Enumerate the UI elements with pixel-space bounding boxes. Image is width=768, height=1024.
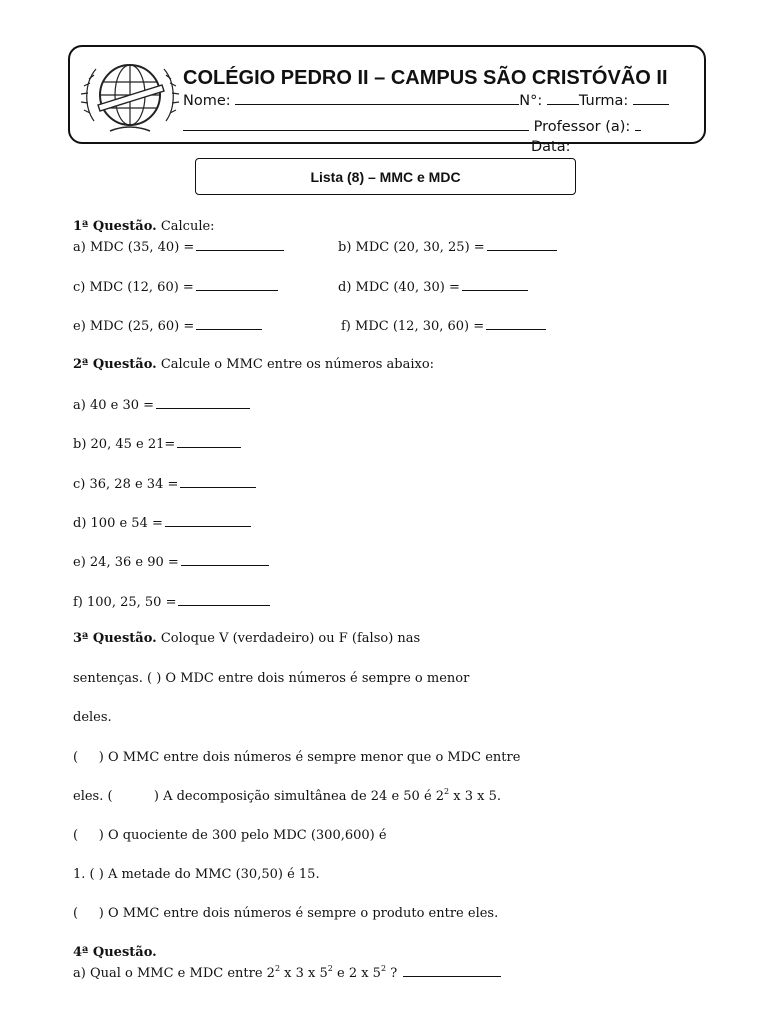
q3-line5-exponent: 2 bbox=[444, 787, 450, 796]
q3-line6: ( ) O quociente de 300 pelo MDC (300,600) é bbox=[73, 828, 387, 843]
q4-exp-1: 2 bbox=[274, 964, 281, 973]
q1-answer-b[interactable] bbox=[487, 238, 557, 251]
q3-line1: Coloque V (verdadeiro) ou F (falso) nas bbox=[160, 631, 421, 646]
q3-line4: ( ) O MMC entre dois números é sempre menor que o MDC entre bbox=[73, 750, 521, 765]
number-field[interactable] bbox=[547, 91, 579, 105]
q3-line3: deles. bbox=[73, 710, 112, 725]
q4-answer-a[interactable] bbox=[403, 964, 501, 977]
date-line bbox=[531, 139, 571, 155]
q2-item-a bbox=[73, 396, 250, 414]
q1-answer-a[interactable] bbox=[196, 238, 284, 251]
q2-title: 2ª Questão. bbox=[73, 357, 157, 372]
q3-line7: 1. ( ) A metade do MMC (30,50) é 15. bbox=[73, 867, 320, 882]
q1-item-e bbox=[73, 317, 262, 335]
q1-item-c-text: c) MDC (12, 60) = bbox=[73, 280, 194, 295]
header-box bbox=[68, 45, 706, 155]
q1-item-d bbox=[338, 278, 528, 296]
class-field[interactable] bbox=[633, 91, 669, 105]
q4-a-mid1: x 3 x 5 bbox=[280, 966, 328, 981]
q3-line5 bbox=[73, 789, 501, 805]
class-label: Turma: bbox=[578, 93, 629, 109]
q2-item-c-text: c) 36, 28 e 34 = bbox=[73, 477, 179, 492]
q2-item-b bbox=[73, 435, 241, 453]
teacher-line bbox=[183, 117, 641, 135]
q1-instruction: Calcule: bbox=[160, 219, 215, 234]
q1-item-b bbox=[338, 238, 557, 256]
q2-item-a-text: a) 40 e 30 = bbox=[73, 398, 155, 413]
q4-a-mid2: e 2 x 5 bbox=[332, 966, 381, 981]
teacher-label: Professor (a): bbox=[533, 119, 631, 135]
q2-item-d bbox=[73, 514, 251, 532]
q2-answer-b[interactable] bbox=[177, 435, 241, 448]
q2-answer-f[interactable] bbox=[178, 593, 270, 606]
q3-line8: ( ) O MMC entre dois números é sempre o produto entre eles. bbox=[73, 906, 499, 921]
q2-answer-e[interactable] bbox=[181, 553, 269, 566]
q1-answer-f[interactable] bbox=[486, 317, 546, 330]
name-label: Nome: bbox=[183, 93, 231, 109]
q1-item-b-text: b) MDC (20, 30, 25) = bbox=[338, 240, 485, 255]
q2-item-e-text: e) 24, 36 e 90 = bbox=[73, 555, 179, 570]
q2-answer-a[interactable] bbox=[156, 396, 250, 409]
q2-instruction: Calcule o MMC entre os números abaixo: bbox=[160, 357, 435, 372]
q2-item-c bbox=[73, 475, 256, 493]
q1-answer-c[interactable] bbox=[196, 278, 278, 291]
q1-answer-e[interactable] bbox=[196, 317, 262, 330]
q1-heading bbox=[73, 219, 215, 235]
q2-answer-c[interactable] bbox=[180, 475, 256, 488]
q1-item-e-text: e) MDC (25, 60) = bbox=[73, 319, 195, 334]
q4-a-suffix: ? bbox=[386, 966, 398, 981]
q4-title: 4ª Questão. bbox=[73, 945, 157, 960]
list-title-box bbox=[195, 158, 576, 195]
q3-heading bbox=[73, 631, 420, 647]
q2-item-e bbox=[73, 553, 269, 571]
q1-item-a-text: a) MDC (35, 40) = bbox=[73, 240, 195, 255]
school-title: COLÉGIO PEDRO II – CAMPUS SÃO CRISTÓVÃO II bbox=[183, 67, 668, 89]
q3-line5-text: eles. ( ) A decomposição simultânea de 24 e 50 é 2 bbox=[73, 789, 445, 804]
q1-item-f bbox=[341, 317, 546, 335]
q4-exp-3: 2 bbox=[380, 964, 387, 973]
number-label: N°: bbox=[519, 93, 543, 109]
q2-item-d-text: d) 100 e 54 = bbox=[73, 516, 163, 531]
name-line bbox=[183, 91, 669, 109]
q2-answer-d[interactable] bbox=[165, 514, 251, 527]
globe-logo-icon bbox=[80, 55, 180, 135]
q3-line5-end: x 3 x 5. bbox=[449, 789, 502, 804]
q4-a-prefix: a) Qual o MMC e MDC entre 2 bbox=[73, 966, 275, 981]
q1-answer-d[interactable] bbox=[462, 278, 528, 291]
q4-heading bbox=[73, 945, 157, 961]
q1-title: 1ª Questão. bbox=[73, 219, 157, 234]
list-title: Lista (8) – MMC e MDC bbox=[310, 168, 461, 185]
q1-item-d-text: d) MDC (40, 30) = bbox=[338, 280, 460, 295]
teacher-name-blank[interactable] bbox=[183, 117, 529, 131]
q2-heading bbox=[73, 357, 434, 373]
q4-exp-2: 2 bbox=[327, 964, 333, 973]
q2-item-b-text: b) 20, 45 e 21= bbox=[73, 437, 176, 452]
teacher-field[interactable] bbox=[635, 117, 641, 131]
name-field[interactable] bbox=[235, 91, 519, 105]
q3-title: 3ª Questão. bbox=[73, 631, 157, 646]
q3-line2: sentenças. ( ) O MDC entre dois números é sempre o menor bbox=[73, 671, 470, 686]
date-label: Data: bbox=[531, 139, 571, 155]
q4-item-a bbox=[73, 964, 501, 982]
q2-item-f-text: f) 100, 25, 50 = bbox=[73, 595, 177, 610]
q2-item-f bbox=[73, 593, 270, 611]
q1-item-c bbox=[73, 278, 278, 296]
q1-item-a bbox=[73, 238, 284, 256]
q1-item-f-text: f) MDC (12, 30, 60) = bbox=[341, 319, 485, 334]
